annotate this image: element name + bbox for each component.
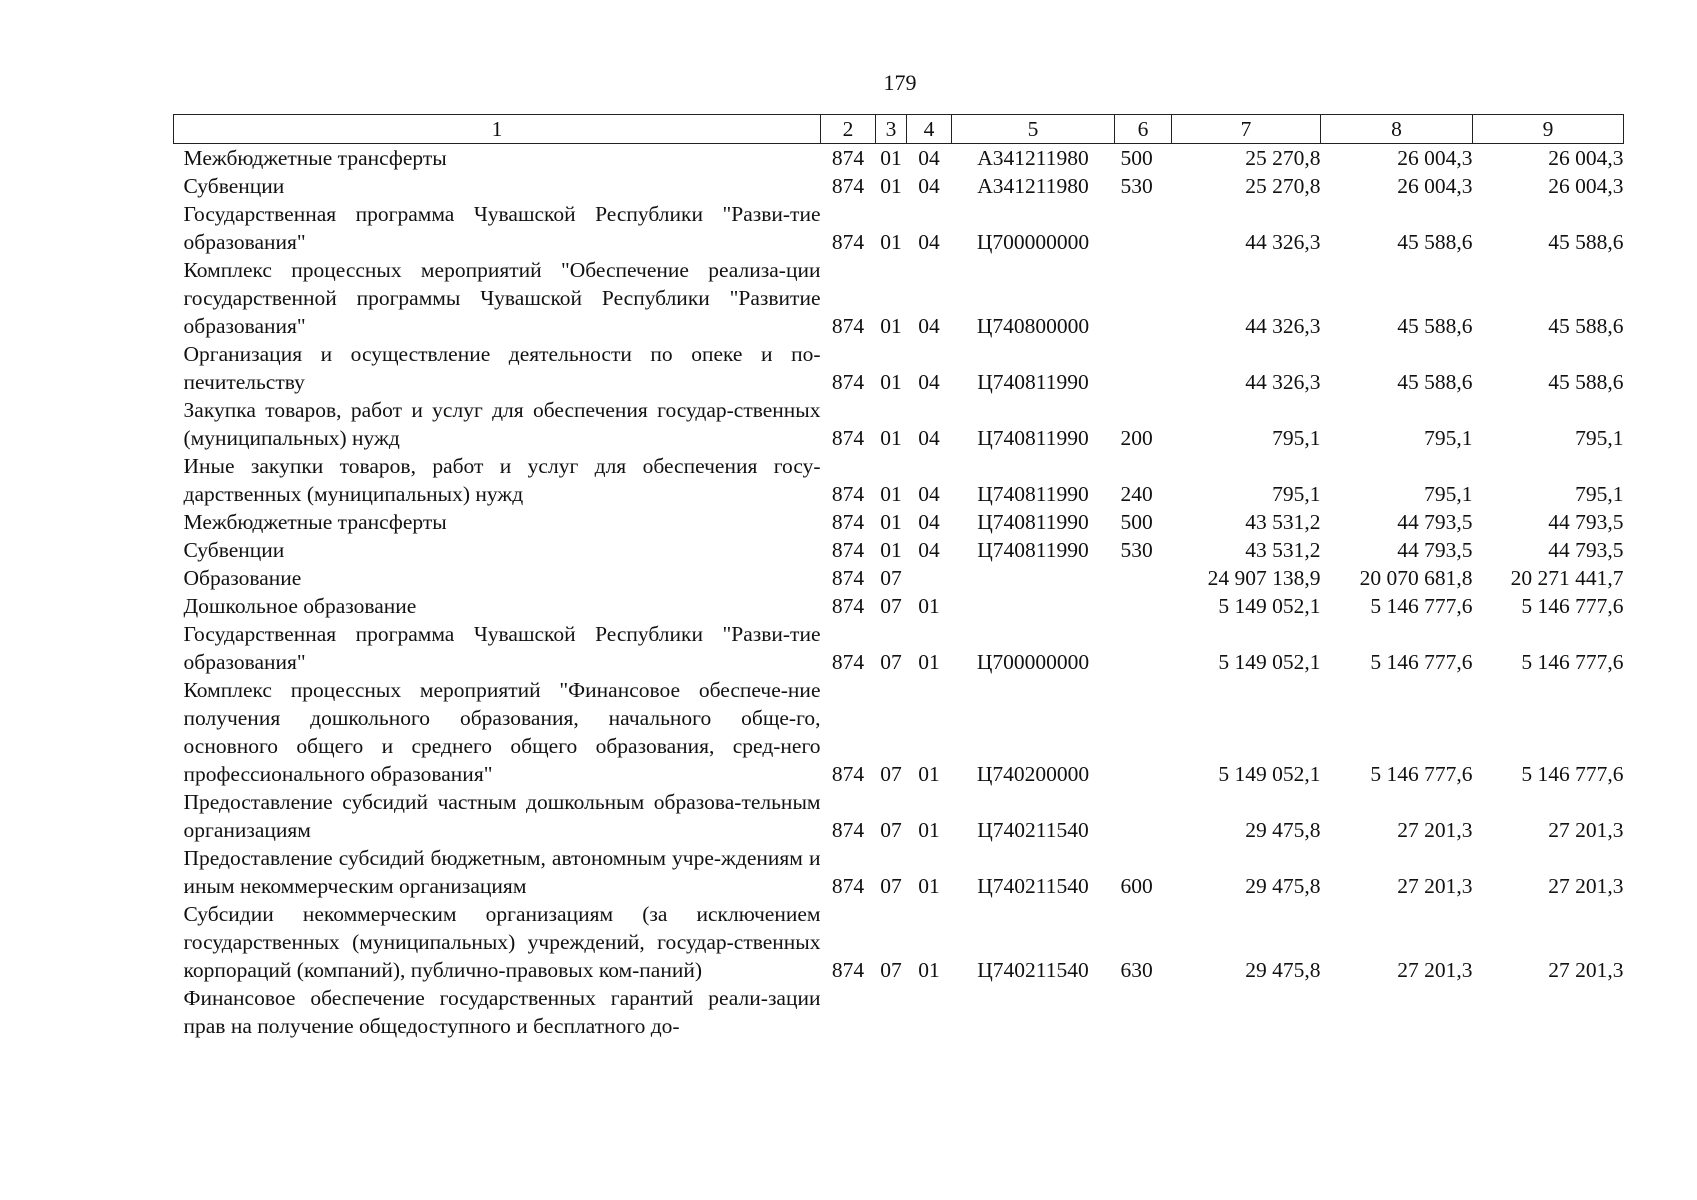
cell-amount-year2 [1321,984,1473,1040]
cell-admin-code [821,984,876,1040]
cell-target-article: Ц700000000 [976,230,1090,254]
cell-amount-year1: 43 531,2 [1245,538,1321,562]
cell-amount-year1: 25 270,8 [1245,174,1321,198]
row-name-text: Финансовое обеспечение государственных гарантий реали-зации прав на получение общедоступного и бесплатного до- [183,986,821,1038]
row-name-text: Предоставление субсидий бюджетным, автономным учре-ждениям и иным некоммерческим организациям [183,846,821,898]
row-name-text: Иные закупки товаров, работ и услуг для обеспечения госу-дарственных (муниципальных) нужд [183,454,821,506]
cell-expense-type [1115,620,1172,676]
table-row [174,592,1624,620]
cell-row-name [174,200,821,256]
cell-expense-type [1115,676,1172,788]
table-row [174,788,1624,844]
cell-amount-year1: 25 270,8 [1245,146,1321,170]
cell-amount-year1: 5 149 052,1 [1218,594,1321,618]
cell-amount-year2: 795,1 [1424,482,1473,506]
row-name-text: Межбюджетные трансферты [183,510,447,534]
cell-section: 01 [880,230,902,254]
cell-subsection: 01 [918,874,940,898]
cell-expense-type [1115,592,1172,620]
cell-row-name [174,508,821,536]
cell-admin-code: 874 [831,594,865,618]
cell-target-article [952,984,1115,1040]
cell-row-name [174,592,821,620]
cell-target-article: А341211980 [977,146,1089,170]
cell-amount-year2: 795,1 [1424,426,1473,450]
cell-amount-year1: 43 531,2 [1245,510,1321,534]
cell-row-name [174,900,821,984]
cell-target-article: Ц740811990 [977,370,1089,394]
table-row [174,340,1624,396]
cell-subsection: 01 [918,818,940,842]
row-name-text: Образование [183,566,302,590]
cell-amount-year2: 26 004,3 [1397,146,1473,170]
cell-row-name [174,452,821,508]
cell-amount-year2: 27 201,3 [1397,818,1473,842]
cell-expense-type [1115,340,1172,396]
table-row [174,844,1624,900]
cell-amount-year2: 20 070 681,8 [1359,566,1473,590]
cell-row-name [174,396,821,452]
column-header: 9 [1473,115,1624,144]
cell-amount-year1: 5 149 052,1 [1218,650,1321,674]
cell-amount-year3 [1473,984,1624,1040]
cell-amount-year3: 27 201,3 [1548,958,1624,982]
cell-subsection: 01 [918,762,940,786]
cell-expense-type [1115,564,1172,592]
table-row [174,620,1624,676]
cell-admin-code: 874 [831,566,865,590]
cell-row-name [174,536,821,564]
cell-amount-year3: 26 004,3 [1548,174,1624,198]
row-name-text: Предоставление субсидий частным дошкольным образова-тельным организациям [183,790,821,842]
cell-admin-code: 874 [831,818,865,842]
cell-target-article: Ц700000000 [976,650,1090,674]
row-name-text: Субсидии некоммерческим организациям (за исключением государственных (муниципальных) учреждений, государ-ственных корпораций (компаний), публично-правовых ком-паний) [183,902,821,982]
cell-amount-year1: 24 907 138,9 [1207,566,1321,590]
cell-row-name [174,256,821,340]
cell-section: 01 [880,538,902,562]
cell-target-article: Ц740811990 [977,482,1089,506]
column-header: 5 [952,115,1115,144]
row-name-text: Комплекс процессных мероприятий "Обеспечение реализа-ции государственной программы Чувашской Республики "Развитие образования" [183,258,821,338]
cell-amount-year1: 44 326,3 [1245,370,1321,394]
cell-amount-year3: 27 201,3 [1548,874,1624,898]
cell-amount-year3: 795,1 [1575,482,1624,506]
cell-admin-code: 874 [831,174,865,198]
column-header: 3 [876,115,907,144]
cell-amount-year3: 27 201,3 [1548,818,1624,842]
cell-expense-type: 240 [1120,482,1153,506]
cell-row-name [174,564,821,592]
cell-amount-year2: 27 201,3 [1397,958,1473,982]
cell-amount-year3: 795,1 [1575,426,1624,450]
row-name-text: Дошкольное образование [183,594,417,618]
cell-section [876,984,907,1040]
cell-section: 01 [880,370,902,394]
cell-target-article [952,592,1115,620]
cell-amount-year1: 795,1 [1272,426,1321,450]
cell-amount-year2: 44 793,5 [1397,510,1473,534]
cell-target-article: Ц740200000 [976,762,1090,786]
cell-subsection: 04 [918,510,940,534]
budget-table [173,114,1624,1040]
cell-target-article: Ц740811990 [977,538,1089,562]
cell-expense-type [1115,984,1172,1040]
cell-section: 07 [880,566,902,590]
row-name-text: Организация и осуществление деятельности по опеке и по-печительству [183,342,821,394]
column-header: 8 [1321,115,1473,144]
cell-section: 07 [880,762,902,786]
cell-subsection: 01 [918,594,940,618]
cell-subsection: 04 [918,230,940,254]
row-name-text: Государственная программа Чувашской Республики "Разви-тие образования" [183,202,821,254]
cell-amount-year3: 45 588,6 [1548,230,1624,254]
cell-section: 01 [880,174,902,198]
page-number: 179 [883,70,917,95]
cell-expense-type [1115,256,1172,340]
cell-section: 07 [880,874,902,898]
row-name-text: Субвенции [183,174,285,198]
column-header: 2 [821,115,876,144]
table-row [174,900,1624,984]
cell-subsection: 04 [918,426,940,450]
cell-section: 01 [880,482,902,506]
cell-target-article: Ц740211540 [977,818,1089,842]
cell-subsection: 04 [918,174,940,198]
cell-expense-type: 530 [1120,174,1153,198]
cell-amount-year1: 795,1 [1272,482,1321,506]
cell-row-name [174,620,821,676]
cell-target-article [952,564,1115,592]
cell-amount-year1: 44 326,3 [1245,314,1321,338]
table-body [174,144,1624,1041]
cell-amount-year2: 45 588,6 [1397,314,1473,338]
cell-section: 01 [880,426,902,450]
cell-row-name [174,676,821,788]
cell-admin-code: 874 [831,874,865,898]
cell-amount-year2: 26 004,3 [1397,174,1473,198]
cell-amount-year1 [1172,984,1321,1040]
cell-expense-type [1115,200,1172,256]
cell-row-name [174,788,821,844]
cell-expense-type [1115,788,1172,844]
cell-subsection: 01 [918,958,940,982]
cell-section: 07 [880,594,902,618]
cell-amount-year3: 44 793,5 [1548,538,1624,562]
cell-expense-type: 200 [1120,426,1153,450]
cell-amount-year3: 5 146 777,6 [1521,650,1624,674]
cell-amount-year1: 44 326,3 [1245,230,1321,254]
cell-amount-year3: 45 588,6 [1548,314,1624,338]
cell-admin-code: 874 [831,426,865,450]
column-header: 7 [1172,115,1321,144]
cell-row-name [174,984,821,1040]
cell-subsection: 04 [918,314,940,338]
cell-target-article: Ц740800000 [976,314,1090,338]
cell-amount-year2: 5 146 777,6 [1370,650,1473,674]
cell-subsection [907,984,952,1040]
cell-amount-year1: 29 475,8 [1245,818,1321,842]
table-row [174,564,1624,592]
cell-admin-code: 874 [831,650,865,674]
table-row [174,200,1624,256]
cell-target-article: Ц740211540 [977,874,1089,898]
cell-target-article: Ц740811990 [977,510,1089,534]
cell-target-article: А341211980 [977,174,1089,198]
table-row [174,676,1624,788]
cell-admin-code: 874 [831,510,865,534]
cell-section: 01 [880,314,902,338]
cell-amount-year3: 20 271 441,7 [1510,566,1624,590]
cell-expense-type: 500 [1120,146,1153,170]
cell-amount-year3: 26 004,3 [1548,146,1624,170]
column-header: 4 [907,115,952,144]
row-name-text: Закупка товаров, работ и услуг для обеспечения государ-ственных (муниципальных) нужд [183,398,821,450]
cell-admin-code: 874 [831,314,865,338]
cell-amount-year3: 44 793,5 [1548,510,1624,534]
cell-row-name [174,844,821,900]
column-header: 6 [1115,115,1172,144]
cell-amount-year2: 45 588,6 [1397,230,1473,254]
cell-admin-code: 874 [831,762,865,786]
cell-amount-year2: 27 201,3 [1397,874,1473,898]
cell-expense-type: 500 [1120,510,1153,534]
cell-row-name [174,340,821,396]
cell-admin-code: 874 [831,230,865,254]
table-row [174,984,1624,1040]
cell-subsection: 04 [918,146,940,170]
cell-subsection [907,564,952,592]
cell-section: 07 [880,818,902,842]
cell-section: 07 [880,958,902,982]
cell-amount-year1: 5 149 052,1 [1218,762,1321,786]
cell-amount-year2: 44 793,5 [1397,538,1473,562]
cell-subsection: 04 [918,538,940,562]
cell-amount-year3: 5 146 777,6 [1521,594,1624,618]
cell-admin-code: 874 [831,370,865,394]
table-row [174,536,1624,564]
cell-amount-year1: 29 475,8 [1245,874,1321,898]
column-header: 1 [174,115,821,144]
cell-row-name [174,144,821,173]
cell-admin-code: 874 [831,538,865,562]
table-row [174,452,1624,508]
row-name-text: Государственная программа Чувашской Республики "Разви-тие образования" [183,622,821,674]
row-name-text: Межбюджетные трансферты [183,146,447,170]
cell-admin-code: 874 [831,146,865,170]
cell-amount-year3: 45 588,6 [1548,370,1624,394]
table-row [174,256,1624,340]
cell-section: 01 [880,146,902,170]
table-row [174,172,1624,200]
cell-target-article: Ц740211540 [977,958,1089,982]
table-row [174,144,1624,173]
cell-amount-year1: 29 475,8 [1245,958,1321,982]
cell-subsection: 04 [918,482,940,506]
cell-amount-year3: 5 146 777,6 [1521,762,1624,786]
cell-admin-code: 874 [831,482,865,506]
cell-section: 01 [880,510,902,534]
cell-subsection: 04 [918,370,940,394]
cell-expense-type: 630 [1120,958,1153,982]
cell-expense-type: 600 [1120,874,1153,898]
cell-amount-year2: 5 146 777,6 [1370,594,1473,618]
table-row [174,508,1624,536]
cell-row-name [174,172,821,200]
cell-section: 07 [880,650,902,674]
header-row [174,115,1624,144]
row-name-text: Субвенции [183,538,285,562]
cell-subsection: 01 [918,650,940,674]
row-name-text: Комплекс процессных мероприятий "Финансовое обеспече-ние получения дошкольного образования, начального обще-го, основного общего и среднего общего образования, сред-него профессионального образования" [183,678,821,786]
cell-amount-year2: 5 146 777,6 [1370,762,1473,786]
cell-admin-code: 874 [831,958,865,982]
table-row [174,396,1624,452]
cell-expense-type: 530 [1120,538,1153,562]
cell-target-article: Ц740811990 [977,426,1089,450]
cell-amount-year2: 45 588,6 [1397,370,1473,394]
